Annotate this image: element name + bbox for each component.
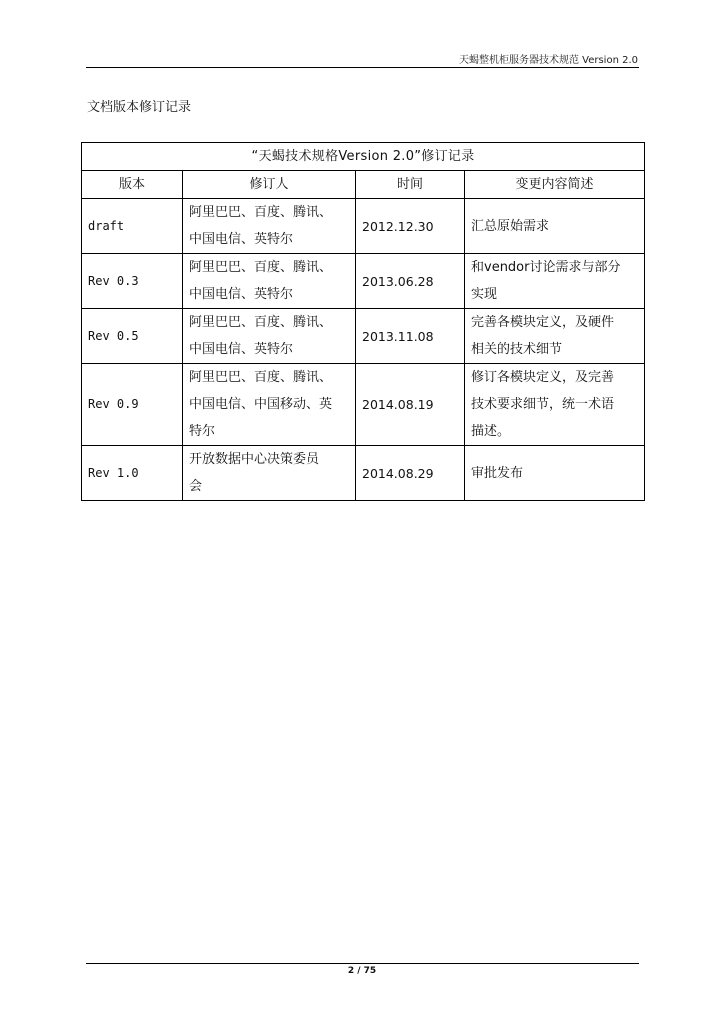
column-header-reviser: 修订人 — [183, 171, 356, 199]
revision-table — [81, 142, 645, 501]
cell-date: 2014.08.29 — [356, 446, 465, 501]
cell-reviser — [183, 254, 356, 309]
reviser-line: 会 — [189, 479, 203, 494]
change-line: 汇总原始需求 — [471, 218, 550, 234]
cell-version: Rev 0.5 — [82, 309, 183, 364]
cell-date: 2013.11.08 — [356, 309, 465, 364]
cell-changes — [465, 254, 645, 309]
section-title: 文档版本修订记录 — [87, 100, 192, 115]
change-line: 相关的技术细节 — [471, 342, 563, 357]
cell-date: 2013.06.28 — [356, 254, 465, 309]
cell-version: Rev 0.3 — [82, 254, 183, 309]
cell-changes — [465, 446, 645, 501]
reviser-line: 中国电信、英特尔 — [189, 287, 294, 302]
change-line: 和vendor讨论需求与部分 — [471, 260, 621, 275]
page-number: 2 / 75 — [347, 966, 377, 976]
table-row — [82, 446, 645, 501]
reviser-line: 阿里巴巴、百度、腾讯、 — [189, 315, 333, 330]
change-line: 修订各模块定义，及完善 — [471, 370, 615, 385]
reviser-line: 阿里巴巴、百度、腾讯、 — [189, 370, 333, 385]
table-row — [82, 309, 645, 364]
column-header-changes: 变更内容简述 — [465, 171, 645, 199]
cell-reviser — [183, 309, 356, 364]
cell-changes — [465, 309, 645, 364]
header-rule — [86, 67, 639, 68]
table-header-row — [82, 171, 645, 199]
cell-reviser — [183, 199, 356, 254]
change-line: 描述。 — [471, 424, 511, 439]
footer-rule — [86, 963, 639, 964]
change-line: 实现 — [471, 287, 498, 302]
cell-version: Rev 0.9 — [82, 364, 183, 446]
reviser-line: 特尔 — [189, 424, 216, 439]
running-header: 天蝎整机柜服务器技术规范 Version 2.0 — [458, 55, 638, 66]
cell-version: Rev 1.0 — [82, 446, 183, 501]
revision-table-body — [82, 199, 645, 501]
cell-reviser — [183, 446, 356, 501]
cell-reviser — [183, 364, 356, 446]
column-header-date: 时间 — [356, 171, 465, 199]
cell-version: draft — [82, 199, 183, 254]
change-line: 技术要求细节，统一术语 — [471, 397, 615, 412]
reviser-line: 中国电信、中国移动、英 — [189, 397, 333, 412]
cell-changes — [465, 364, 645, 446]
table-caption: “天蝎技术规格Version 2.0”修订记录 — [82, 143, 645, 171]
reviser-line: 阿里巴巴、百度、腾讯、 — [189, 205, 333, 220]
reviser-line: 开放数据中心决策委员 — [189, 452, 320, 467]
cell-date: 2014.08.19 — [356, 364, 465, 446]
reviser-line: 中国电信、英特尔 — [189, 342, 294, 357]
reviser-line: 阿里巴巴、百度、腾讯、 — [189, 260, 333, 275]
change-line: 审批发布 — [471, 465, 524, 481]
column-header-version: 版本 — [82, 171, 183, 199]
table-row — [82, 364, 645, 446]
change-line: 完善各模块定义，及硬件 — [471, 315, 615, 330]
cell-date: 2012.12.30 — [356, 199, 465, 254]
table-row — [82, 254, 645, 309]
cell-changes — [465, 199, 645, 254]
reviser-line: 中国电信、英特尔 — [189, 232, 294, 247]
table-row — [82, 199, 645, 254]
